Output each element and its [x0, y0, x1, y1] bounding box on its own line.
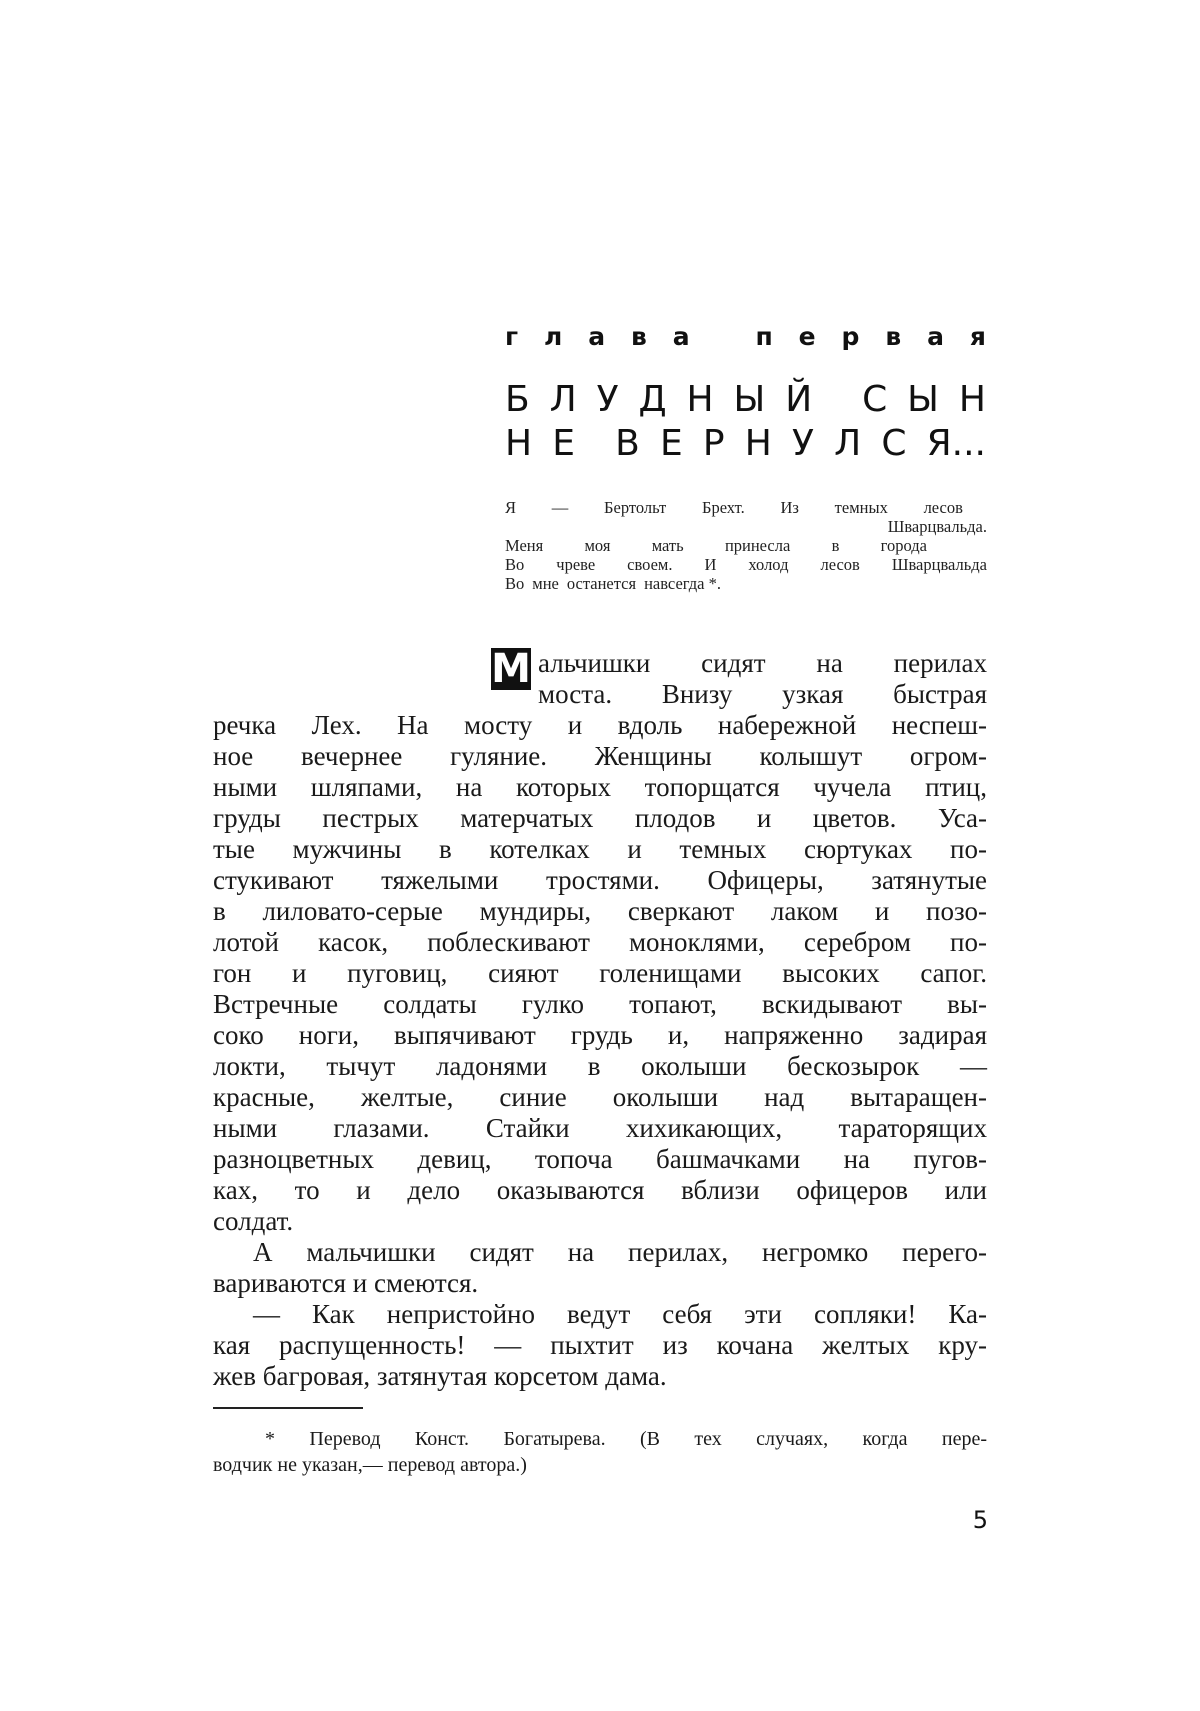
text-line: груды пестрых матерчатых плодов и цветов. Уса- [213, 803, 987, 833]
title-letter: У [792, 423, 814, 464]
epigraph-word: И [704, 555, 717, 574]
title-letter: Л [834, 423, 862, 464]
page-number: 5 [972, 1506, 988, 1534]
title-letter: Н [686, 379, 714, 420]
text-line: тые мужчины в котелках и темных сюртуках по- [213, 834, 987, 864]
epigraph-word: Шварцвальда [891, 555, 987, 574]
text-line: красные, желтые, синие околыши над вытаращен- [213, 1082, 987, 1112]
text-line: — Как непристойно ведут себя эти сопляки! Ка- [253, 1299, 987, 1329]
text-line: жев багровая, затянутая корсетом дама. [213, 1361, 667, 1391]
epigraph-word: Меня [505, 536, 544, 555]
text-line: Встречные солдаты гулко топают, вскидывают вы- [213, 989, 987, 1019]
epigraph-word: навсегда *. [644, 574, 721, 593]
chapter-label-letter: п [755, 321, 773, 351]
title-letter: Е [660, 423, 683, 464]
epigraph-word: — [551, 498, 569, 517]
title-letter: Р [702, 423, 725, 464]
title-letter: Л [549, 379, 577, 420]
epigraph-word: Брехт. [701, 498, 745, 517]
epigraph-word: Во [505, 574, 525, 593]
epigraph-word: своем. [627, 555, 673, 574]
text-line: гон и пуговиц, сияют голенищами высоких сапог. [213, 958, 987, 988]
epigraph-word: чреве [556, 555, 596, 574]
title-letter: Н [744, 423, 772, 464]
title-letter: Б [505, 379, 530, 420]
chapter-label-letter: р [841, 321, 860, 351]
text-line: речка Лех. На мосту и вдоль набережной неспеш- [213, 710, 987, 740]
text-line: соко ноги, выпячивают грудь и, напряженно задирая [213, 1020, 987, 1050]
footnote [213, 1426, 987, 1478]
epigraph-line [505, 536, 987, 555]
title-letter: С [862, 379, 888, 420]
title-letter: Д [638, 379, 667, 420]
chapter-title-line-2 [505, 422, 986, 466]
chapter-label-letter: а [588, 321, 606, 351]
chapter-label-letter: а [672, 321, 690, 351]
epigraph-word: холод [748, 555, 789, 574]
epigraph-word: в [831, 536, 840, 555]
epigraph-word: лесов [820, 555, 860, 574]
epigraph-word: Шварцвальда. [887, 517, 987, 536]
chapter-label-letter: я [969, 321, 986, 351]
epigraph-line [505, 517, 987, 536]
text-line: ными шляпами, на которых топорщатся чучела птиц, [213, 772, 987, 802]
footnote-line: * Перевод Конст. Богатырева. (В тех случаях, когда пере- [265, 1428, 987, 1450]
title-letter: Й [785, 379, 813, 420]
text-line: локти, тычут ладонями в околыши бескозырок — [213, 1051, 987, 1081]
epigraph-word: темных [834, 498, 888, 517]
chapter-label-letter: е [798, 321, 816, 351]
title-letter: Н [505, 423, 533, 464]
text-line: разноцветных девиц, топоча башмачками на пугов- [213, 1144, 987, 1174]
title-letter: Н [958, 379, 986, 420]
text-line: кая распущенность! — пыхтит из кочана желтых кру- [213, 1330, 987, 1360]
chapter-label-letter: а [927, 321, 944, 351]
chapter-label-letter: в [630, 321, 647, 351]
title-letter: Ы [733, 379, 766, 420]
epigraph-line [505, 574, 987, 593]
footnote-rule [213, 1407, 363, 1409]
text-line: вариваются и смеются. [213, 1268, 479, 1298]
title-letter: Е [552, 423, 575, 464]
epigraph-word: мать [651, 536, 684, 555]
epigraph-word: лесов [923, 498, 963, 517]
title-letter: Ы [907, 379, 939, 420]
text-line: солдат. [213, 1206, 294, 1236]
text-line: стукивают тяжелыми тростями. Офицеры, затянутые [213, 865, 987, 895]
text-line: лотой касок, поблескивают моноклями, серебром по- [213, 927, 987, 957]
epigraph-line [505, 498, 987, 517]
text-line: моста. Внизу узкая быстрая [538, 679, 987, 709]
text-line: ное вечернее гуляние. Женщины колышут огром- [213, 741, 987, 771]
chapter-label-letter: в [885, 321, 902, 351]
chapter-label [505, 318, 986, 354]
chapter-label-letter: г [505, 321, 519, 351]
chapter-title-line-1 [505, 378, 986, 422]
footnote-line: водчик не указан,— перевод автора.) [213, 1454, 527, 1476]
text-line: А мальчишки сидят на перилах, негромко перего- [253, 1237, 987, 1267]
epigraph-word: моя [584, 536, 611, 555]
title-letter: С [881, 423, 907, 464]
text-line: в лиловато-серые мундиры, сверкают лаком и позо- [213, 896, 987, 926]
text-line: ках, то и дело оказываются вблизи офицеров или [213, 1175, 987, 1205]
epigraph [505, 498, 987, 593]
drop-cap: М [491, 648, 531, 690]
text-line: ными глазами. Стайки хихикающих, тараторящих [213, 1113, 987, 1143]
epigraph-word: Во [505, 555, 525, 574]
epigraph-word: Из [780, 498, 799, 517]
chapter-title [505, 378, 986, 466]
text-line: альчишки сидят на перилах [538, 648, 987, 678]
epigraph-word: Я [505, 498, 517, 517]
epigraph-word: мне [532, 574, 559, 593]
title-letter: В [615, 423, 640, 464]
epigraph-word: города [880, 536, 927, 555]
main-text [213, 648, 987, 1392]
epigraph-word: останется [566, 574, 637, 593]
epigraph-word: Бертольт [604, 498, 667, 517]
title-letter: Я... [926, 423, 986, 464]
epigraph-word: принесла [724, 536, 791, 555]
chapter-label-letter: л [543, 321, 563, 351]
title-letter: У [596, 379, 619, 420]
epigraph-line [505, 555, 987, 574]
